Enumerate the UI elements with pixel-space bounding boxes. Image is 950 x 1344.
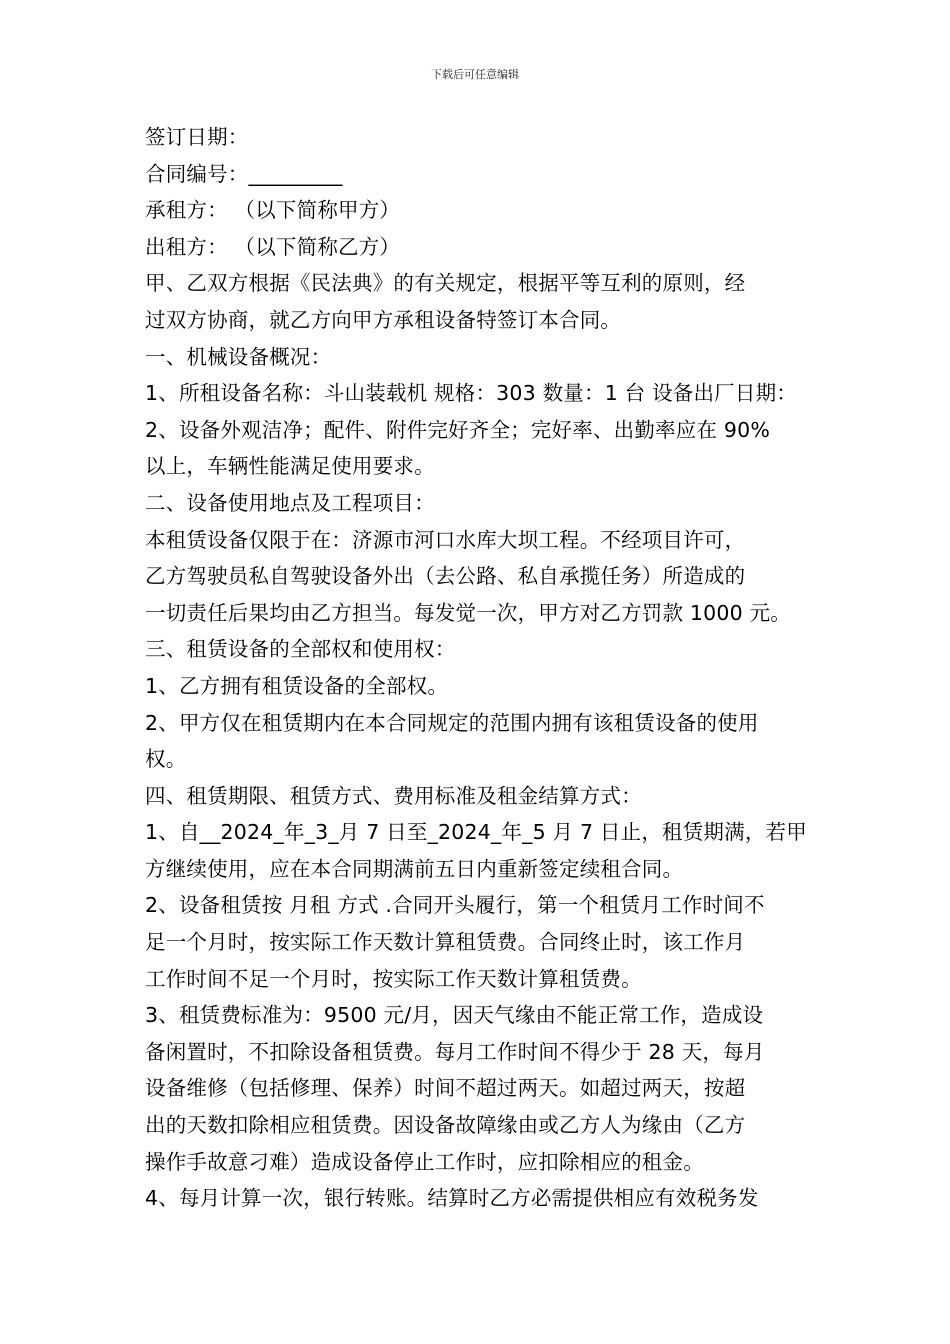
text-line: 方继续使用，应在本合同期满前五日内重新签定续租合同。 xyxy=(145,856,684,881)
text-line: 权。 xyxy=(145,747,187,772)
contract-body xyxy=(145,119,820,1217)
text-line: 出租方： （以下简称乙方） xyxy=(145,234,401,259)
text-line: 足一个月时，按实际工作天数计算租赁费。合同终止时，该工作月 xyxy=(145,930,746,955)
text-line: 4、每月计算一次，银行转账。结算时乙方必需提供相应有效税务发 xyxy=(145,1186,759,1211)
text-line: 1、所租设备名称：斗山装载机 规格：303 数量：1 台 设备出厂日期： xyxy=(145,381,797,406)
text-line: 1、自__2024_年_3_月 7 日至_2024_年_5 月 7 日止，租赁期满，若甲 xyxy=(145,820,807,845)
text-line: 2、甲方仅在租赁期内在本合同规定的范围内拥有该租赁设备的使用 xyxy=(145,710,759,735)
text-line: 备闲置时，不扣除设备租赁费。每月工作时间不得少于 28 天，每月 xyxy=(145,1039,765,1064)
text-line: 本租赁设备仅限于在：济源市河口水库大坝工程。不经项目许可， xyxy=(145,527,746,552)
text-line: 2、设备外观洁净；配件、附件完好齐全；完好率、出勤率应在 90% xyxy=(145,417,771,442)
text-line: 乙方驾驶员私自驾驶设备外出（去公路、私自承揽任务）所造成的 xyxy=(145,564,746,589)
text-line: 操作手故意刁难）造成设备停止工作时，应扣除相应的租金。 xyxy=(145,1149,704,1174)
section-heading: 三、租赁设备的全部权和使用权： xyxy=(145,637,456,662)
page-header-note: 下载后可任意编辑 xyxy=(431,68,519,81)
text-line: 签订日期： xyxy=(145,125,249,149)
text-line: 承租方： （以下简称甲方） xyxy=(145,198,401,223)
section-heading: 一、机械设备概况： xyxy=(145,344,332,369)
section-heading: 四、租赁期限、租赁方式、费用标准及租金结算方式： xyxy=(145,783,642,808)
text-line: 合同编号：_________ xyxy=(145,161,343,186)
text-line: 过双方协商，就乙方向甲方承租设备特签订本合同。 xyxy=(145,307,622,332)
text-line: 3、租赁费标准为：9500 元/月，因天气缘由不能正常工作，造成设 xyxy=(145,1003,764,1028)
text-line: 甲、乙双方根据《民法典》的有关规定，根据平等互利的原则，经 xyxy=(145,271,746,296)
text-line: 出的天数扣除相应租赁费。因设备故障缘由或乙方人为缘由（乙方 xyxy=(145,1113,746,1138)
text-line: 工作时间不足一个月时，按实际工作天数计算租赁费。 xyxy=(145,966,642,991)
text-line: 设备维修（包括修理、保养）时间不超过两天。如超过两天，按超 xyxy=(145,1076,746,1101)
text-line: 一切责任后果均由乙方担当。每发觉一次，甲方对乙方罚款 1000 元。 xyxy=(145,600,792,625)
section-heading: 二、设备使用地点及工程项目： xyxy=(145,490,435,515)
text-line: 2、设备租赁按 月租 方式 .合同开头履行，第一个租赁月工作时间不 xyxy=(145,893,765,918)
text-line: 以上，车辆性能满足使用要求。 xyxy=(145,454,435,479)
text-line: 1、乙方拥有租赁设备的全部权。 xyxy=(145,673,449,698)
